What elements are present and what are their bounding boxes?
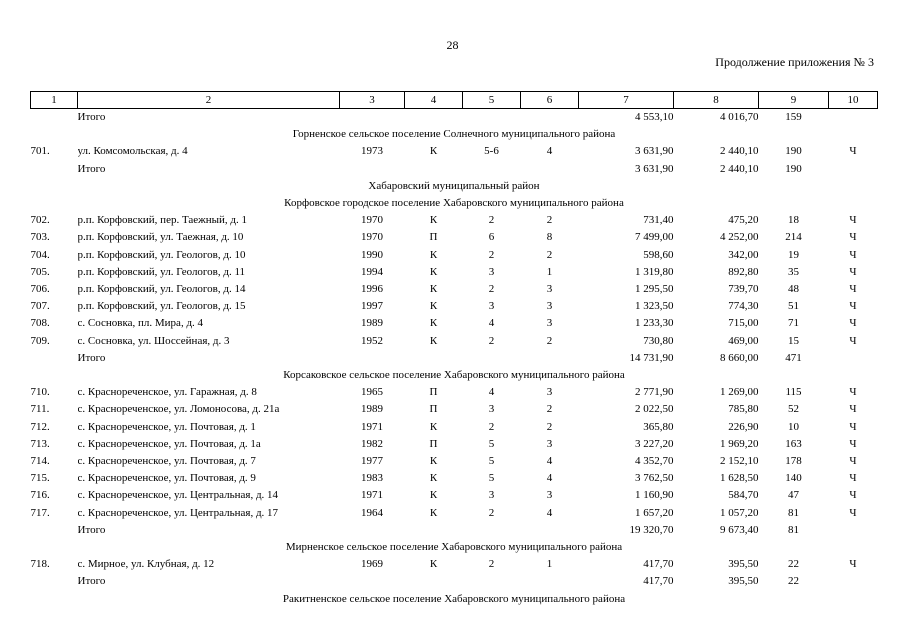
living-area-cell: 739,70 [728,283,759,296]
residents-cell: 10 [788,420,799,433]
table-row [31,298,878,315]
residents-cell: 71 [788,317,799,330]
row-number-cell: 709. [30,334,50,347]
total-row [31,161,878,178]
section-heading: Ракитненское сельское поселение Хабаровского муниципального района [282,592,626,605]
year-cell: 1970 [361,214,383,227]
empty-cell [463,522,521,539]
ownership-cell: Ч [849,472,857,485]
material-cell: К [429,420,438,433]
ownership-cell: Ч [849,420,857,433]
section-heading: Корсаковское сельское поселение Хабаровского муниципального района [283,369,625,382]
empty-cell [31,109,78,127]
table-row [31,453,878,470]
material-cell: П [429,437,438,450]
header-cell: 4 [405,92,463,109]
year-cell: 1977 [361,455,383,468]
ownership-cell: Ч [849,489,857,502]
total-label: Итого [77,162,106,175]
empty-cell [829,161,878,178]
empty-cell [405,161,463,178]
section-heading-row [31,126,878,143]
empty-cell [31,350,78,367]
total-area-cell: 19 320,70 [629,523,674,536]
living-area-cell: 226,90 [728,420,759,433]
floors-cell: 4 [488,386,495,399]
total-area-cell: 2 771,90 [635,386,674,399]
year-cell: 1994 [361,265,383,278]
total-area-cell: 417,70 [643,558,674,571]
empty-cell [463,109,521,127]
ownership-cell: Ч [849,300,857,313]
ownership-cell: Ч [849,334,857,347]
year-cell: 1996 [361,283,383,296]
total-area-cell: 1 323,50 [635,300,674,313]
table-row [31,419,878,436]
entrances-cell: 1 [546,265,553,278]
empty-cell [829,573,878,590]
section-heading: Мирненское сельское поселение Хабаровского муниципального района [285,541,623,554]
table-row [31,333,878,350]
residents-cell: 140 [785,472,802,485]
entrances-cell: 3 [546,283,553,296]
floors-cell: 5 [488,437,495,450]
year-cell: 1971 [361,489,383,502]
residents-cell: 115 [785,386,802,399]
total-area-cell: 2 022,50 [635,403,674,416]
header-cell: 10 [829,92,878,109]
residents-cell: 47 [788,489,799,502]
section-heading-row [31,539,878,556]
ownership-cell: Ч [849,265,857,278]
material-cell: К [429,265,438,278]
material-cell: К [429,145,438,158]
address-cell: с. Краснореченское, ул. Центральная, д. 17 [77,506,279,519]
year-cell: 1997 [361,300,383,313]
empty-cell [521,109,579,127]
ownership-cell: Ч [849,145,857,158]
year-cell: 1969 [361,558,383,571]
page-number: 28 [446,38,459,52]
living-area-cell: 1 628,50 [720,472,759,485]
ownership-cell: Ч [849,455,857,468]
living-area-cell: 342,00 [728,248,759,261]
row-number-cell: 713. [30,437,50,450]
total-area-cell: 730,80 [643,334,674,347]
table-row [31,556,878,573]
total-living-area-cell: 4 016,70 [720,111,759,123]
floors-cell: 2 [488,283,495,296]
empty-cell [521,350,579,367]
empty-cell [829,350,878,367]
empty-cell [340,522,405,539]
floors-cell: 3 [488,403,495,416]
total-row [31,350,878,367]
empty-cell [463,350,521,367]
entrances-cell: 4 [546,472,553,485]
floors-cell: 3 [488,265,495,278]
section-heading-row [31,367,878,384]
year-cell: 1964 [361,506,383,519]
residents-cell: 52 [788,403,799,416]
address-cell: р.п. Корфовский, ул. Геологов, д. 15 [77,300,246,313]
ownership-cell: Ч [849,506,857,519]
section-heading: Горненское сельское поселение Солнечного муниципального района [292,128,616,141]
row-number-cell: 704. [30,248,50,261]
total-area-cell: 598,60 [643,248,674,261]
header-cell: 1 [31,92,78,109]
continuation-note: Продолжение приложения № 3 [715,55,874,69]
address-cell: р.п. Корфовский, пер. Таежный, д. 1 [77,214,248,227]
material-cell: К [429,506,438,519]
empty-cell [405,573,463,590]
material-cell: К [429,334,438,347]
section-heading: Корфовское городское поселение Хабаровского муниципального района [284,197,624,210]
total-residents-cell: 159 [785,111,802,123]
header-row [31,92,878,109]
material-cell: К [429,317,438,330]
entrances-cell: 3 [546,386,553,399]
entrances-cell: 1 [546,558,553,571]
table-row [31,212,878,229]
living-area-cell: 475,20 [728,214,759,227]
living-area-cell: 2 152,10 [720,455,759,468]
empty-cell [31,573,78,590]
residents-cell: 214 [785,231,802,244]
entrances-cell: 2 [546,420,553,433]
total-label: Итого [77,575,106,588]
total-area-cell: 3 227,20 [635,437,674,450]
floors-cell: 6 [488,231,495,244]
row-number-cell: 707. [30,300,50,313]
residents-cell: 15 [788,334,799,347]
material-cell: К [429,558,438,571]
address-cell: ул. Комсомольская, д. 4 [77,145,188,158]
ownership-cell: Ч [849,437,857,450]
living-area-cell: 892,80 [728,265,759,278]
material-cell: К [429,472,438,485]
living-area-cell: 1 057,20 [720,506,759,519]
floors-cell: 4 [488,317,495,330]
residents-cell: 18 [788,214,799,227]
living-area-cell: 2 440,10 [720,145,759,158]
residents-cell: 19 [788,248,799,261]
ownership-cell: Ч [849,231,857,244]
total-row [31,522,878,539]
address-cell: с. Сосновка, ул. Шоссейная, д. 3 [77,334,230,347]
entrances-cell: 3 [546,489,553,502]
total-area-cell: 3 631,90 [635,162,674,175]
material-cell: П [429,231,438,244]
section-heading: Хабаровский муниципальный район [368,179,540,192]
empty-cell [829,522,878,539]
floors-cell: 5 [488,472,495,485]
total-row [31,573,878,590]
header-cell: 5 [463,92,521,109]
total-residents-cell: 81 [788,523,799,536]
floors-cell: 3 [488,300,495,313]
address-cell: с. Краснореченское, ул. Ломоносова, д. 21а [77,403,280,416]
floors-cell: 2 [488,420,495,433]
floors-cell: 5 [488,455,495,468]
residents-cell: 22 [788,558,799,571]
floors-cell: 3 [488,489,495,502]
total-area-cell: 14 731,90 [629,351,674,364]
row-number-cell: 702. [30,214,50,227]
table-row [31,436,878,453]
living-area-cell: 469,00 [728,334,759,347]
address-cell: р.п. Корфовский, ул. Геологов, д. 11 [77,265,246,278]
empty-cell [521,573,579,590]
section-heading-row [31,195,878,212]
total-area-cell: 1 233,30 [635,317,674,330]
living-area-cell: 584,70 [728,489,759,502]
empty-cell [340,350,405,367]
total-residents-cell: 471 [785,351,802,364]
floors-cell: 2 [488,506,495,519]
row-number-cell: 701. [30,145,50,158]
empty-cell [405,109,463,127]
total-living-area-cell: 2 440,10 [720,162,759,175]
empty-cell [463,573,521,590]
header-cell: 3 [340,92,405,109]
material-cell: П [429,386,438,399]
material-cell: К [429,283,438,296]
header-cell: 8 [674,92,759,109]
living-area-cell: 1 969,20 [720,437,759,450]
table-row [31,487,878,504]
year-cell: 1989 [361,403,383,416]
total-row [31,109,878,127]
ownership-cell: Ч [849,214,857,227]
address-cell: с. Краснореченское, ул. Почтовая, д. 1 [77,420,256,433]
year-cell: 1989 [361,317,383,330]
address-cell: р.п. Корфовский, ул. Геологов, д. 14 [77,283,246,296]
row-number-cell: 705. [30,265,50,278]
header-cell: 7 [579,92,674,109]
residents-cell: 81 [788,506,799,519]
residents-cell: 35 [788,265,799,278]
empty-cell [405,350,463,367]
total-living-area-cell: 9 673,40 [720,523,759,536]
empty-cell [340,109,405,127]
living-area-cell: 395,50 [728,558,759,571]
floors-cell: 2 [488,214,495,227]
ownership-cell: Ч [849,403,857,416]
address-cell: с. Краснореченское, ул. Почтовая, д. 7 [77,455,256,468]
table-row [31,229,878,246]
total-area-cell: 3 631,90 [635,145,674,158]
living-area-cell: 4 252,00 [720,231,759,244]
year-cell: 1983 [361,472,383,485]
table-row [31,384,878,401]
floors-cell: 2 [488,248,495,261]
year-cell: 1973 [361,145,383,158]
living-area-cell: 1 269,00 [720,386,759,399]
entrances-cell: 8 [546,231,553,244]
ownership-cell: Ч [849,317,857,330]
header-cell: 2 [78,92,340,109]
empty-cell [405,522,463,539]
total-living-area-cell: 395,50 [728,575,759,588]
entrances-cell: 3 [546,300,553,313]
total-area-cell: 4 553,10 [635,111,674,123]
empty-cell [829,109,878,127]
header-cell: 6 [521,92,579,109]
total-residents-cell: 22 [788,575,799,588]
residents-cell: 51 [788,300,799,313]
total-area-cell: 3 762,50 [635,472,674,485]
row-number-cell: 716. [30,489,50,502]
address-cell: р.п. Корфовский, ул. Геологов, д. 10 [77,248,246,261]
address-cell: с. Краснореченское, ул. Центральная, д. 14 [77,489,279,502]
total-area-cell: 1 295,50 [635,283,674,296]
total-area-cell: 731,40 [643,214,674,227]
entrances-cell: 3 [546,437,553,450]
row-number-cell: 708. [30,317,50,330]
ownership-cell: Ч [849,558,857,571]
residents-cell: 178 [785,455,802,468]
table-row [31,281,878,298]
total-area-cell: 1 319,80 [635,265,674,278]
row-number-cell: 718. [30,558,50,571]
entrances-cell: 2 [546,214,553,227]
total-area-cell: 1 160,90 [635,489,674,502]
material-cell: К [429,214,438,227]
address-cell: с. Краснореченское, ул. Почтовая, д. 1а [77,437,261,450]
table-row [31,401,878,418]
section-heading-row [31,591,878,608]
total-area-cell: 365,80 [643,420,674,433]
address-cell: с. Краснореченское, ул. Почтовая, д. 9 [77,472,256,485]
empty-cell [340,161,405,178]
residents-cell: 190 [785,145,802,158]
row-number-cell: 710. [30,386,50,399]
year-cell: 1971 [361,420,383,433]
empty-cell [340,573,405,590]
living-area-cell: 774,30 [728,300,759,313]
total-area-cell: 1 657,20 [635,506,674,519]
total-residents-cell: 190 [785,162,802,175]
address-cell: с. Сосновка, пл. Мира, д. 4 [77,317,204,330]
living-area-cell: 715,00 [728,317,759,330]
entrances-cell: 3 [546,317,553,330]
residents-cell: 163 [785,437,802,450]
ownership-cell: Ч [849,283,857,296]
material-cell: К [429,489,438,502]
table-row [31,143,878,160]
empty-cell [521,522,579,539]
row-number-cell: 706. [30,283,50,296]
address-cell: с. Краснореченское, ул. Гаражная, д. 8 [77,386,257,399]
ownership-cell: Ч [849,386,857,399]
empty-cell [463,161,521,178]
material-cell: К [429,300,438,313]
floors-cell: 2 [488,558,495,571]
entrances-cell: 4 [546,506,553,519]
empty-cell [521,161,579,178]
total-label: Итого [77,523,106,536]
entrances-cell: 2 [546,248,553,261]
table-row [31,315,878,332]
year-cell: 1970 [361,231,383,244]
table-row [31,264,878,281]
floors-cell: 5-6 [484,145,499,158]
floors-cell: 2 [488,334,495,347]
year-cell: 1982 [361,437,383,450]
total-living-area-cell: 8 660,00 [720,351,759,364]
address-cell: с. Мирное, ул. Клубная, д. 12 [77,558,215,571]
total-label: Итого [77,111,106,123]
material-cell: П [429,403,438,416]
material-cell: К [429,248,438,261]
housing-table [30,91,878,608]
total-label: Итого [77,351,106,364]
ownership-cell: Ч [849,248,857,261]
entrances-cell: 4 [546,145,553,158]
material-cell: К [429,455,438,468]
table-row [31,247,878,264]
section-heading-row [31,178,878,195]
total-area-cell: 4 352,70 [635,455,674,468]
empty-cell [31,161,78,178]
header-cell: 9 [759,92,829,109]
living-area-cell: 785,80 [728,403,759,416]
year-cell: 1990 [361,248,383,261]
table-row [31,470,878,487]
row-number-cell: 714. [30,455,50,468]
row-number-cell: 712. [30,420,50,433]
row-number-cell: 703. [30,231,50,244]
total-area-cell: 417,70 [643,575,674,588]
year-cell: 1952 [361,334,383,347]
empty-cell [31,522,78,539]
table-row [31,505,878,522]
residents-cell: 48 [788,283,799,296]
address-cell: р.п. Корфовский, ул. Таежная, д. 10 [77,231,244,244]
entrances-cell: 4 [546,455,553,468]
year-cell: 1965 [361,386,383,399]
row-number-cell: 715. [30,472,50,485]
row-number-cell: 717. [30,506,50,519]
entrances-cell: 2 [546,403,553,416]
row-number-cell: 711. [30,403,50,416]
entrances-cell: 2 [546,334,553,347]
total-area-cell: 7 499,00 [635,231,674,244]
